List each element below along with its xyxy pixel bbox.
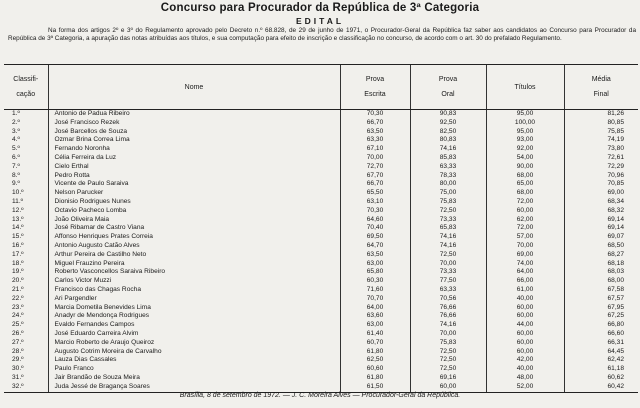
- titles-score-cell: 69,00: [486, 251, 564, 260]
- name-cell: Célia Ferreira da Luz: [48, 154, 340, 163]
- titles-score-cell: 95,00: [486, 110, 564, 119]
- written-score-cell: 72,70: [340, 163, 410, 172]
- table-row: [4, 172, 638, 181]
- oral-score-cell: 74,16: [410, 242, 486, 251]
- oral-score-cell: 72,50: [410, 207, 486, 216]
- table-row: [4, 383, 638, 392]
- titles-score-cell: 72,00: [486, 224, 564, 233]
- titles-score-cell: 74,00: [486, 260, 564, 269]
- name-cell: José Eduardo Carreira Alvim: [48, 330, 340, 339]
- final-average-cell: 73,80: [564, 145, 638, 154]
- name-cell: Affonso Henriques Prates Correia: [48, 233, 340, 242]
- name-cell: Jair Brandão de Souza Meira: [48, 374, 340, 383]
- written-score-cell: 61,50: [340, 383, 410, 392]
- table-row: [4, 198, 638, 207]
- final-average-cell: 62,42: [564, 356, 638, 365]
- rank-cell: 22.º: [12, 294, 24, 302]
- written-score-cell: 61,80: [340, 348, 410, 357]
- table-row: [4, 365, 638, 374]
- titles-score-cell: 60,00: [486, 330, 564, 339]
- titles-score-cell: 72,00: [486, 198, 564, 207]
- name-cell: Miguel Frauzino Pereira: [48, 260, 340, 269]
- rank-cell: 31.º: [12, 373, 24, 381]
- table-row: [4, 110, 638, 119]
- titles-score-cell: 40,00: [486, 365, 564, 374]
- oral-score-cell: 80,00: [410, 180, 486, 189]
- final-average-cell: 69,14: [564, 224, 638, 233]
- name-cell: Ozmar Brina Correa Lima: [48, 136, 340, 145]
- titles-score-cell: 52,00: [486, 383, 564, 392]
- header-oral: [410, 65, 486, 110]
- written-score-cell: 65,80: [340, 268, 410, 277]
- table-row: [4, 295, 638, 304]
- name-cell: Augusto Cotrim Moreira de Carvalho: [48, 348, 340, 357]
- written-score-cell: 70,00: [340, 154, 410, 163]
- titles-score-cell: 66,00: [486, 277, 564, 286]
- header-rank: [4, 65, 48, 110]
- final-average-cell: 61,18: [564, 365, 638, 374]
- written-score-cell: 63,60: [340, 312, 410, 321]
- oral-score-cell: 72,50: [410, 365, 486, 374]
- table-row: [4, 119, 638, 128]
- header-written-top: Prova: [365, 76, 385, 83]
- written-score-cell: 63,00: [340, 321, 410, 330]
- rank-cell: 18.º: [12, 259, 24, 267]
- rank-cell: 20.º: [12, 277, 24, 285]
- written-score-cell: 70,70: [340, 295, 410, 304]
- name-cell: Arthur Pereira de Castilho Neto: [48, 251, 340, 260]
- table-row: [4, 180, 638, 189]
- titles-score-cell: 68,00: [486, 189, 564, 198]
- oral-score-cell: 63,33: [410, 286, 486, 295]
- header-rank-bottom: cação: [16, 91, 36, 98]
- rank-cell: 24.º: [12, 312, 24, 320]
- final-average-cell: 68,03: [564, 268, 638, 277]
- rank-cell: 4.º: [12, 136, 20, 144]
- written-score-cell: 66,70: [340, 180, 410, 189]
- table-row: [4, 339, 638, 348]
- final-average-cell: 70,96: [564, 172, 638, 181]
- final-average-cell: 69,14: [564, 216, 638, 225]
- name-cell: Marcia Dometila Benevides Lima: [48, 304, 340, 313]
- header-written: [340, 65, 410, 110]
- header-titles: Títulos: [486, 65, 564, 110]
- titles-score-cell: 48,00: [486, 374, 564, 383]
- titles-score-cell: 92,00: [486, 145, 564, 154]
- written-score-cell: 70,30: [340, 110, 410, 119]
- written-score-cell: 63,50: [340, 251, 410, 260]
- rank-cell: 17.º: [12, 250, 24, 258]
- table-row: [4, 145, 638, 154]
- oral-score-cell: 92,50: [410, 119, 486, 128]
- written-score-cell: 63,00: [340, 260, 410, 269]
- table-row: [4, 260, 638, 269]
- final-average-cell: 68,00: [564, 277, 638, 286]
- rank-cell: 6.º: [12, 153, 20, 161]
- final-average-cell: 75,85: [564, 128, 638, 137]
- oral-score-cell: 70,00: [410, 260, 486, 269]
- oral-score-cell: 74,16: [410, 145, 486, 154]
- table-row: [4, 216, 638, 225]
- name-cell: Cielo Erthal: [48, 163, 340, 172]
- name-cell: José Francisco Rezek: [48, 119, 340, 128]
- oral-score-cell: 74,16: [410, 233, 486, 242]
- written-score-cell: 60,70: [340, 339, 410, 348]
- rank-cell: 15.º: [12, 233, 24, 241]
- written-score-cell: 69,50: [340, 233, 410, 242]
- name-cell: Juda Jessé de Bragança Soares: [48, 383, 340, 392]
- table-row: [4, 207, 638, 216]
- written-score-cell: 67,10: [340, 145, 410, 154]
- written-score-cell: 64,60: [340, 216, 410, 225]
- oral-score-cell: 70,56: [410, 295, 486, 304]
- table-row: [4, 374, 638, 383]
- final-average-cell: 68,50: [564, 242, 638, 251]
- oral-score-cell: 82,50: [410, 128, 486, 137]
- oral-score-cell: 76,66: [410, 312, 486, 321]
- rank-cell: 9.º: [12, 180, 20, 188]
- header-name: Nome: [48, 65, 340, 110]
- name-cell: Marcio Roberto de Araujo Queiroz: [48, 339, 340, 348]
- name-cell: José Ribamar de Castro Viana: [48, 224, 340, 233]
- final-average-cell: 74,19: [564, 136, 638, 145]
- oral-score-cell: 75,00: [410, 189, 486, 198]
- oral-score-cell: 60,00: [410, 383, 486, 392]
- final-average-cell: 72,61: [564, 154, 638, 163]
- header-oral-bottom: Oral: [441, 91, 455, 98]
- rank-cell: 10.º: [12, 189, 24, 197]
- name-cell: Pedro Rotta: [48, 172, 340, 181]
- oral-score-cell: 90,83: [410, 110, 486, 119]
- written-score-cell: 64,00: [340, 304, 410, 313]
- name-cell: Anadyr de Mendonça Rodrigues: [48, 312, 340, 321]
- table-row: [4, 330, 638, 339]
- titles-score-cell: 42,00: [486, 356, 564, 365]
- rank-cell: 13.º: [12, 215, 24, 223]
- name-cell: José Barcellos de Souza: [48, 128, 340, 137]
- header-final-top: Média: [591, 76, 611, 83]
- titles-score-cell: 40,00: [486, 295, 564, 304]
- name-cell: Antonio de Padua Ribeiro: [48, 110, 340, 119]
- name-cell: Dionisio Rodrigues Nunes: [48, 198, 340, 207]
- final-average-cell: 69,07: [564, 233, 638, 242]
- final-average-cell: 68,27: [564, 251, 638, 260]
- rank-cell: 7.º: [12, 162, 20, 170]
- written-score-cell: 62,50: [340, 356, 410, 365]
- final-average-cell: 81,26: [564, 110, 638, 119]
- name-cell: Roberto Vasconcellos Saraiva Ribeiro: [48, 268, 340, 277]
- oral-score-cell: 63,33: [410, 163, 486, 172]
- titles-score-cell: 60,00: [486, 339, 564, 348]
- titles-score-cell: 57,00: [486, 233, 564, 242]
- rank-cell: 16.º: [12, 241, 24, 249]
- titles-score-cell: 54,00: [486, 154, 564, 163]
- table-row: [4, 128, 638, 137]
- oral-score-cell: 65,83: [410, 224, 486, 233]
- rank-cell: 5.º: [12, 145, 20, 153]
- oral-score-cell: 78,33: [410, 172, 486, 181]
- titles-score-cell: 61,00: [486, 286, 564, 295]
- name-cell: Evaldo Fernandes Campos: [48, 321, 340, 330]
- rank-cell: 2.º: [12, 118, 20, 126]
- rank-cell: 29.º: [12, 356, 24, 364]
- final-average-cell: 80,85: [564, 119, 638, 128]
- final-average-cell: 67,25: [564, 312, 638, 321]
- titles-score-cell: 60,00: [486, 348, 564, 357]
- table-row: [4, 268, 638, 277]
- written-score-cell: 70,30: [340, 207, 410, 216]
- final-average-cell: 69,00: [564, 189, 638, 198]
- intro-paragraph: Na forma dos artigos 2º e 3º do Regulamento aprovado pelo Decreto n.º 68.828, de 29 de junho de 1971, o Procurador-Geral da República faz saber aos candidatos ao Concurso para Procurador da República de 3ª Categoria, a apuração das notas atribuídas aos títulos, e sua computação para efeito de inscrição e classificação no concurso, de acordo com o art. 30 do prefalado Regulamento.: [8, 27, 636, 42]
- written-score-cell: 60,30: [340, 277, 410, 286]
- table-row: [4, 286, 638, 295]
- results-table: [4, 64, 638, 393]
- rank-cell: 11.º: [12, 197, 24, 205]
- final-average-cell: 68,32: [564, 207, 638, 216]
- written-score-cell: 65,50: [340, 189, 410, 198]
- final-average-cell: 66,80: [564, 321, 638, 330]
- titles-score-cell: 60,00: [486, 312, 564, 321]
- oral-score-cell: 69,16: [410, 374, 486, 383]
- final-average-cell: 72,29: [564, 163, 638, 172]
- written-score-cell: 66,70: [340, 119, 410, 128]
- oral-score-cell: 80,83: [410, 136, 486, 145]
- written-score-cell: 61,80: [340, 374, 410, 383]
- rank-cell: 8.º: [12, 171, 20, 179]
- final-average-cell: 67,95: [564, 304, 638, 313]
- name-cell: Paulo Franco: [48, 365, 340, 374]
- oral-score-cell: 85,83: [410, 154, 486, 163]
- oral-score-cell: 74,16: [410, 321, 486, 330]
- oral-score-cell: 73,33: [410, 268, 486, 277]
- titles-score-cell: 62,00: [486, 216, 564, 225]
- titles-score-cell: 93,00: [486, 136, 564, 145]
- rank-cell: 26.º: [12, 329, 24, 337]
- oral-score-cell: 76,66: [410, 304, 486, 313]
- titles-score-cell: 95,00: [486, 128, 564, 137]
- header-rank-top: Classifi-: [13, 76, 39, 83]
- table-row: [4, 312, 638, 321]
- table-row: [4, 154, 638, 163]
- table-header-row: [4, 65, 638, 110]
- document-subtitle: EDITAL: [295, 16, 345, 26]
- rank-cell: 12.º: [12, 206, 24, 214]
- oral-score-cell: 72,50: [410, 348, 486, 357]
- written-score-cell: 60,60: [340, 365, 410, 374]
- oral-score-cell: 75,83: [410, 339, 486, 348]
- header-written-bottom: Escrita: [364, 91, 386, 98]
- written-score-cell: 63,30: [340, 136, 410, 145]
- titles-score-cell: 60,00: [486, 207, 564, 216]
- header-oral-top: Prova: [438, 76, 458, 83]
- table-row: [4, 321, 638, 330]
- table-row: [4, 277, 638, 286]
- final-average-cell: 70,85: [564, 180, 638, 189]
- final-average-cell: 60,62: [564, 374, 638, 383]
- titles-score-cell: 90,00: [486, 163, 564, 172]
- table-row: [4, 224, 638, 233]
- rank-cell: 30.º: [12, 365, 24, 373]
- final-average-cell: 64,45: [564, 348, 638, 357]
- document-footer: Brasília, 8 de setembro de 1972. — J. C. Moreira Alves — Procurador-Geral da República.: [179, 392, 461, 399]
- rank-cell: 19.º: [12, 268, 24, 276]
- final-average-cell: 67,57: [564, 295, 638, 304]
- titles-score-cell: 44,00: [486, 321, 564, 330]
- final-average-cell: 68,18: [564, 260, 638, 269]
- rank-cell: 28.º: [12, 347, 24, 355]
- written-score-cell: 63,10: [340, 198, 410, 207]
- titles-score-cell: 100,00: [486, 119, 564, 128]
- rank-cell: 32.º: [4, 383, 48, 392]
- table-row: [4, 348, 638, 357]
- written-score-cell: 70,40: [340, 224, 410, 233]
- titles-score-cell: 64,00: [486, 268, 564, 277]
- table-row: [4, 163, 638, 172]
- titles-score-cell: 68,00: [486, 172, 564, 181]
- titles-score-cell: 60,00: [486, 304, 564, 313]
- name-cell: Lauza Dias Cassales: [48, 356, 340, 365]
- oral-score-cell: 77,50: [410, 277, 486, 286]
- rank-cell: 1.º: [12, 110, 20, 117]
- name-cell: Francisco das Chagas Rocha: [48, 286, 340, 295]
- written-score-cell: 61,40: [340, 330, 410, 339]
- table-row: [4, 242, 638, 251]
- written-score-cell: 71,60: [340, 286, 410, 295]
- name-cell: Vicente de Paulo Saraiva: [48, 180, 340, 189]
- table-row: [4, 304, 638, 313]
- table-row: [4, 356, 638, 365]
- document-title: Concurso para Procurador da República de 3ª Categoria: [160, 2, 480, 14]
- oral-score-cell: 72,50: [410, 251, 486, 260]
- oral-score-cell: 75,83: [410, 198, 486, 207]
- final-average-cell: 60,42: [564, 383, 638, 392]
- rank-cell: 27.º: [12, 338, 24, 346]
- written-score-cell: 64,70: [340, 242, 410, 251]
- name-cell: Fernando Noronha: [48, 145, 340, 154]
- name-cell: Octavio Pacheco Lomba: [48, 207, 340, 216]
- rank-cell: 14.º: [12, 224, 24, 232]
- table-row: [4, 251, 638, 260]
- name-cell: Ari Pargendler: [48, 295, 340, 304]
- header-final: [564, 65, 638, 110]
- written-score-cell: 67,70: [340, 172, 410, 181]
- name-cell: Carlos Victor Muzzi: [48, 277, 340, 286]
- rank-cell: 21.º: [12, 285, 24, 293]
- table-row: [4, 136, 638, 145]
- rank-cell: 3.º: [12, 127, 20, 135]
- written-score-cell: 63,50: [340, 128, 410, 137]
- table-row: [4, 233, 638, 242]
- final-average-cell: 67,58: [564, 286, 638, 295]
- final-average-cell: 66,31: [564, 339, 638, 348]
- name-cell: Nelson Parucker: [48, 189, 340, 198]
- final-average-cell: 68,34: [564, 198, 638, 207]
- header-final-bottom: Final: [593, 91, 609, 98]
- final-average-cell: 66,60: [564, 330, 638, 339]
- name-cell: Antonio Augusto Catão Alves: [48, 242, 340, 251]
- oral-score-cell: 73,33: [410, 216, 486, 225]
- rank-cell: 23.º: [12, 303, 24, 311]
- rank-cell: 25.º: [12, 321, 24, 329]
- oral-score-cell: 70,00: [410, 330, 486, 339]
- oral-score-cell: 72,50: [410, 356, 486, 365]
- titles-score-cell: 70,00: [486, 242, 564, 251]
- titles-score-cell: 65,00: [486, 180, 564, 189]
- name-cell: João Oliveira Maia: [48, 216, 340, 225]
- table-row: [4, 189, 638, 198]
